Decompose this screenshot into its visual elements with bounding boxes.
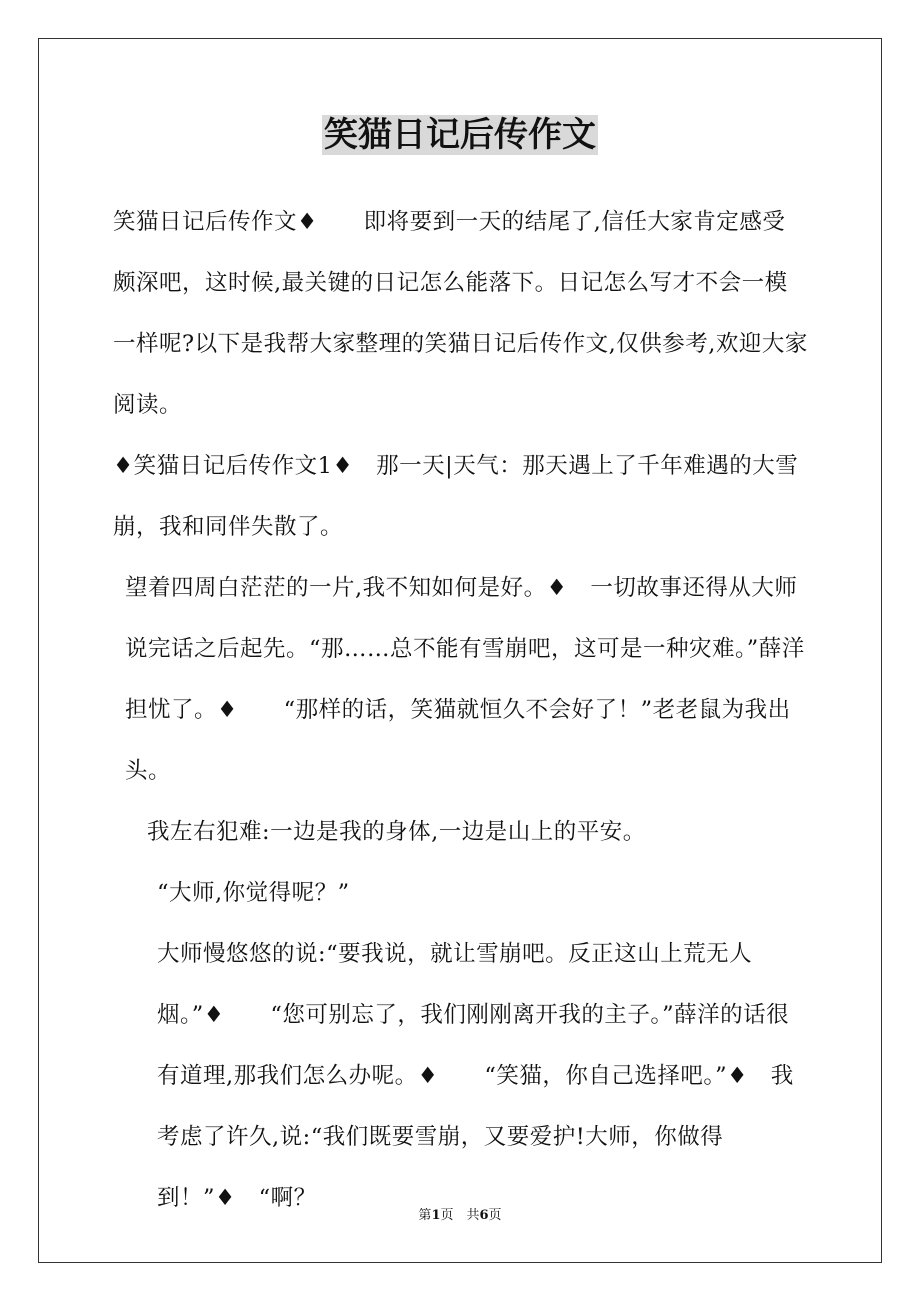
page-footer [0,1207,920,1225]
footer-prefix: 第 [418,1208,432,1223]
footer-mid: 页 共 [440,1208,480,1223]
paragraph-story-3: “大师,你觉得呢？” [157,880,350,906]
footer-suffix: 页 [488,1208,502,1223]
document-title [0,110,920,160]
footer-current-page: 1 [431,1208,441,1223]
document-body [113,192,808,1229]
paragraph-intro: 笑猫日记后传作文♦ 即将要到一天的结尾了,信任大家肯定感受颇深吧，这时候,最关键的日记怎么能落下。日记怎么写才不会一模一样呢?以下是我帮大家整理的笑猫日记后传作文,仅供参考,欢迎大家阅读。 [113,209,808,418]
paragraph-story-1: 望着四周白茫茫的一片,我不知如何是好。♦ 一切故事还得从大师说完话之后起先。“那……总不能有雪崩吧，这可是一种灾难。”薛洋担忧了。♦ “那样的话，笑猫就恒久不会好了！”老老鼠为我出头。 [125,575,805,784]
footer-total-pages: 6 [479,1208,489,1223]
paragraph-story-4: 大师慢悠悠的说:“要我说，就让雪崩吧。反正这山上荒无人烟。”♦ “您可别忘了，我们刚刚离开我的主子。”薛洋的话很有道理,那我们怎么办呢。♦ “笑猫，你自己选择吧。”♦ 我考虑了许久,说:“我们既要雪崩，又要爱护!大师，你做得到！”♦ “啊？ [157,941,794,1211]
paragraph-heading-1: ♦笑猫日记后传作文1♦ 那一天|天气：那天遇上了千年难遇的大雪崩，我和同伴失散了。 [113,453,799,540]
paragraph-story-2: 我左右犯难:一边是我的身体,一边是山上的平安。 [147,819,646,845]
title-text: 笑猫日记后传作文 [324,115,596,155]
